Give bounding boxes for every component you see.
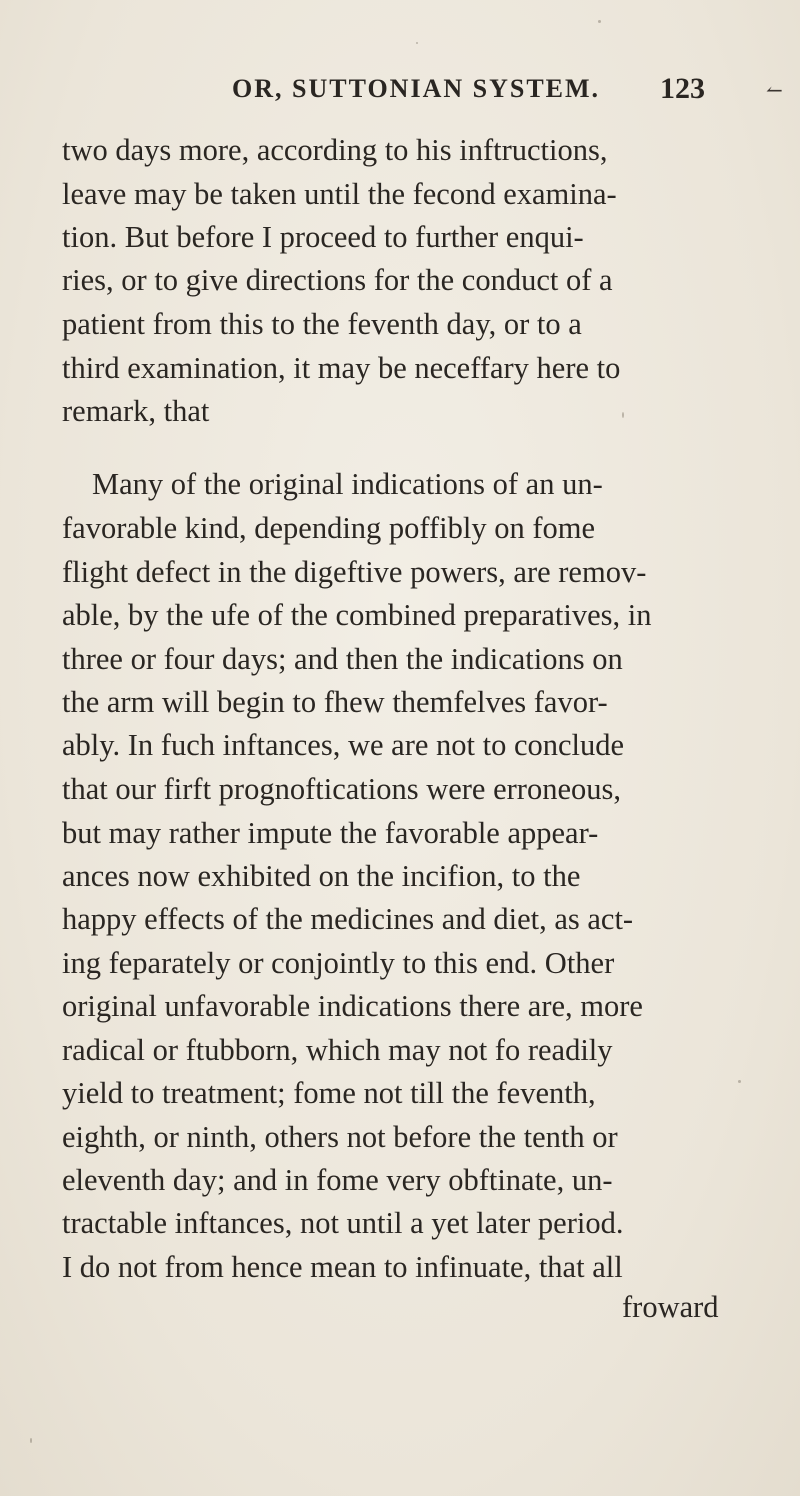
text-line: but may rather impute the favorable appear-	[62, 816, 599, 850]
text-line: leave may be taken until the fecond examina-	[62, 177, 617, 211]
text-line: ably. In fuch inftances, we are not to conclude	[62, 728, 625, 762]
paper-speck	[30, 1438, 32, 1443]
text-line: ing feparately or conjointly to this end. Other	[62, 946, 615, 980]
paper-speck	[738, 1080, 741, 1083]
paper-speck	[416, 42, 418, 44]
text-line: favorable kind, depending poffibly on fome	[62, 511, 596, 545]
text-line: two days more, according to his inftructions,	[62, 133, 608, 167]
text-line: flight defect in the digeftive powers, are remov-	[62, 555, 647, 589]
running-head	[0, 74, 800, 114]
corner-mark-icon: ↼	[766, 80, 783, 102]
text-line: Many of the original indications of an un-	[92, 467, 603, 501]
text-line: radical or ftubborn, which may not fo readily	[62, 1033, 613, 1067]
running-title: OR, SUTTONIAN SYSTEM.	[232, 74, 601, 103]
text-line: yield to treatment; fome not till the feventh,	[62, 1076, 596, 1110]
text-line: able, by the ufe of the combined preparatives, in	[62, 598, 652, 632]
text-line: that our firft prognoftications were erroneous,	[62, 772, 621, 806]
paper-speck	[622, 412, 624, 418]
catchword: froward	[622, 1290, 719, 1324]
text-line: tion. But before I proceed to further enqui-	[62, 220, 584, 254]
text-line: remark, that	[62, 394, 210, 428]
text-line: original unfavorable indications there are, more	[62, 989, 643, 1023]
text-line: eleventh day; and in fome very obftinate, un-	[62, 1163, 613, 1197]
page-number: 123	[660, 72, 705, 105]
text-line: eighth, or ninth, others not before the tenth or	[62, 1120, 618, 1154]
text-line: tractable inftances, not until a yet later period.	[62, 1206, 624, 1240]
text-line: patient from this to the feventh day, or to a	[62, 307, 582, 341]
text-line: the arm will begin to fhew themfelves favor-	[62, 685, 608, 719]
text-line: three or four days; and then the indications on	[62, 642, 623, 676]
text-line: I do not from hence mean to infinuate, that all	[62, 1250, 623, 1284]
text-line: ances now exhibited on the incifion, to the	[62, 859, 581, 893]
paper-speck	[598, 20, 601, 23]
text-line: happy effects of the medicines and diet, as act-	[62, 902, 634, 936]
text-line: ries, or to give directions for the conduct of a	[62, 263, 613, 297]
text-line: third examination, it may be neceffary here to	[62, 351, 621, 385]
